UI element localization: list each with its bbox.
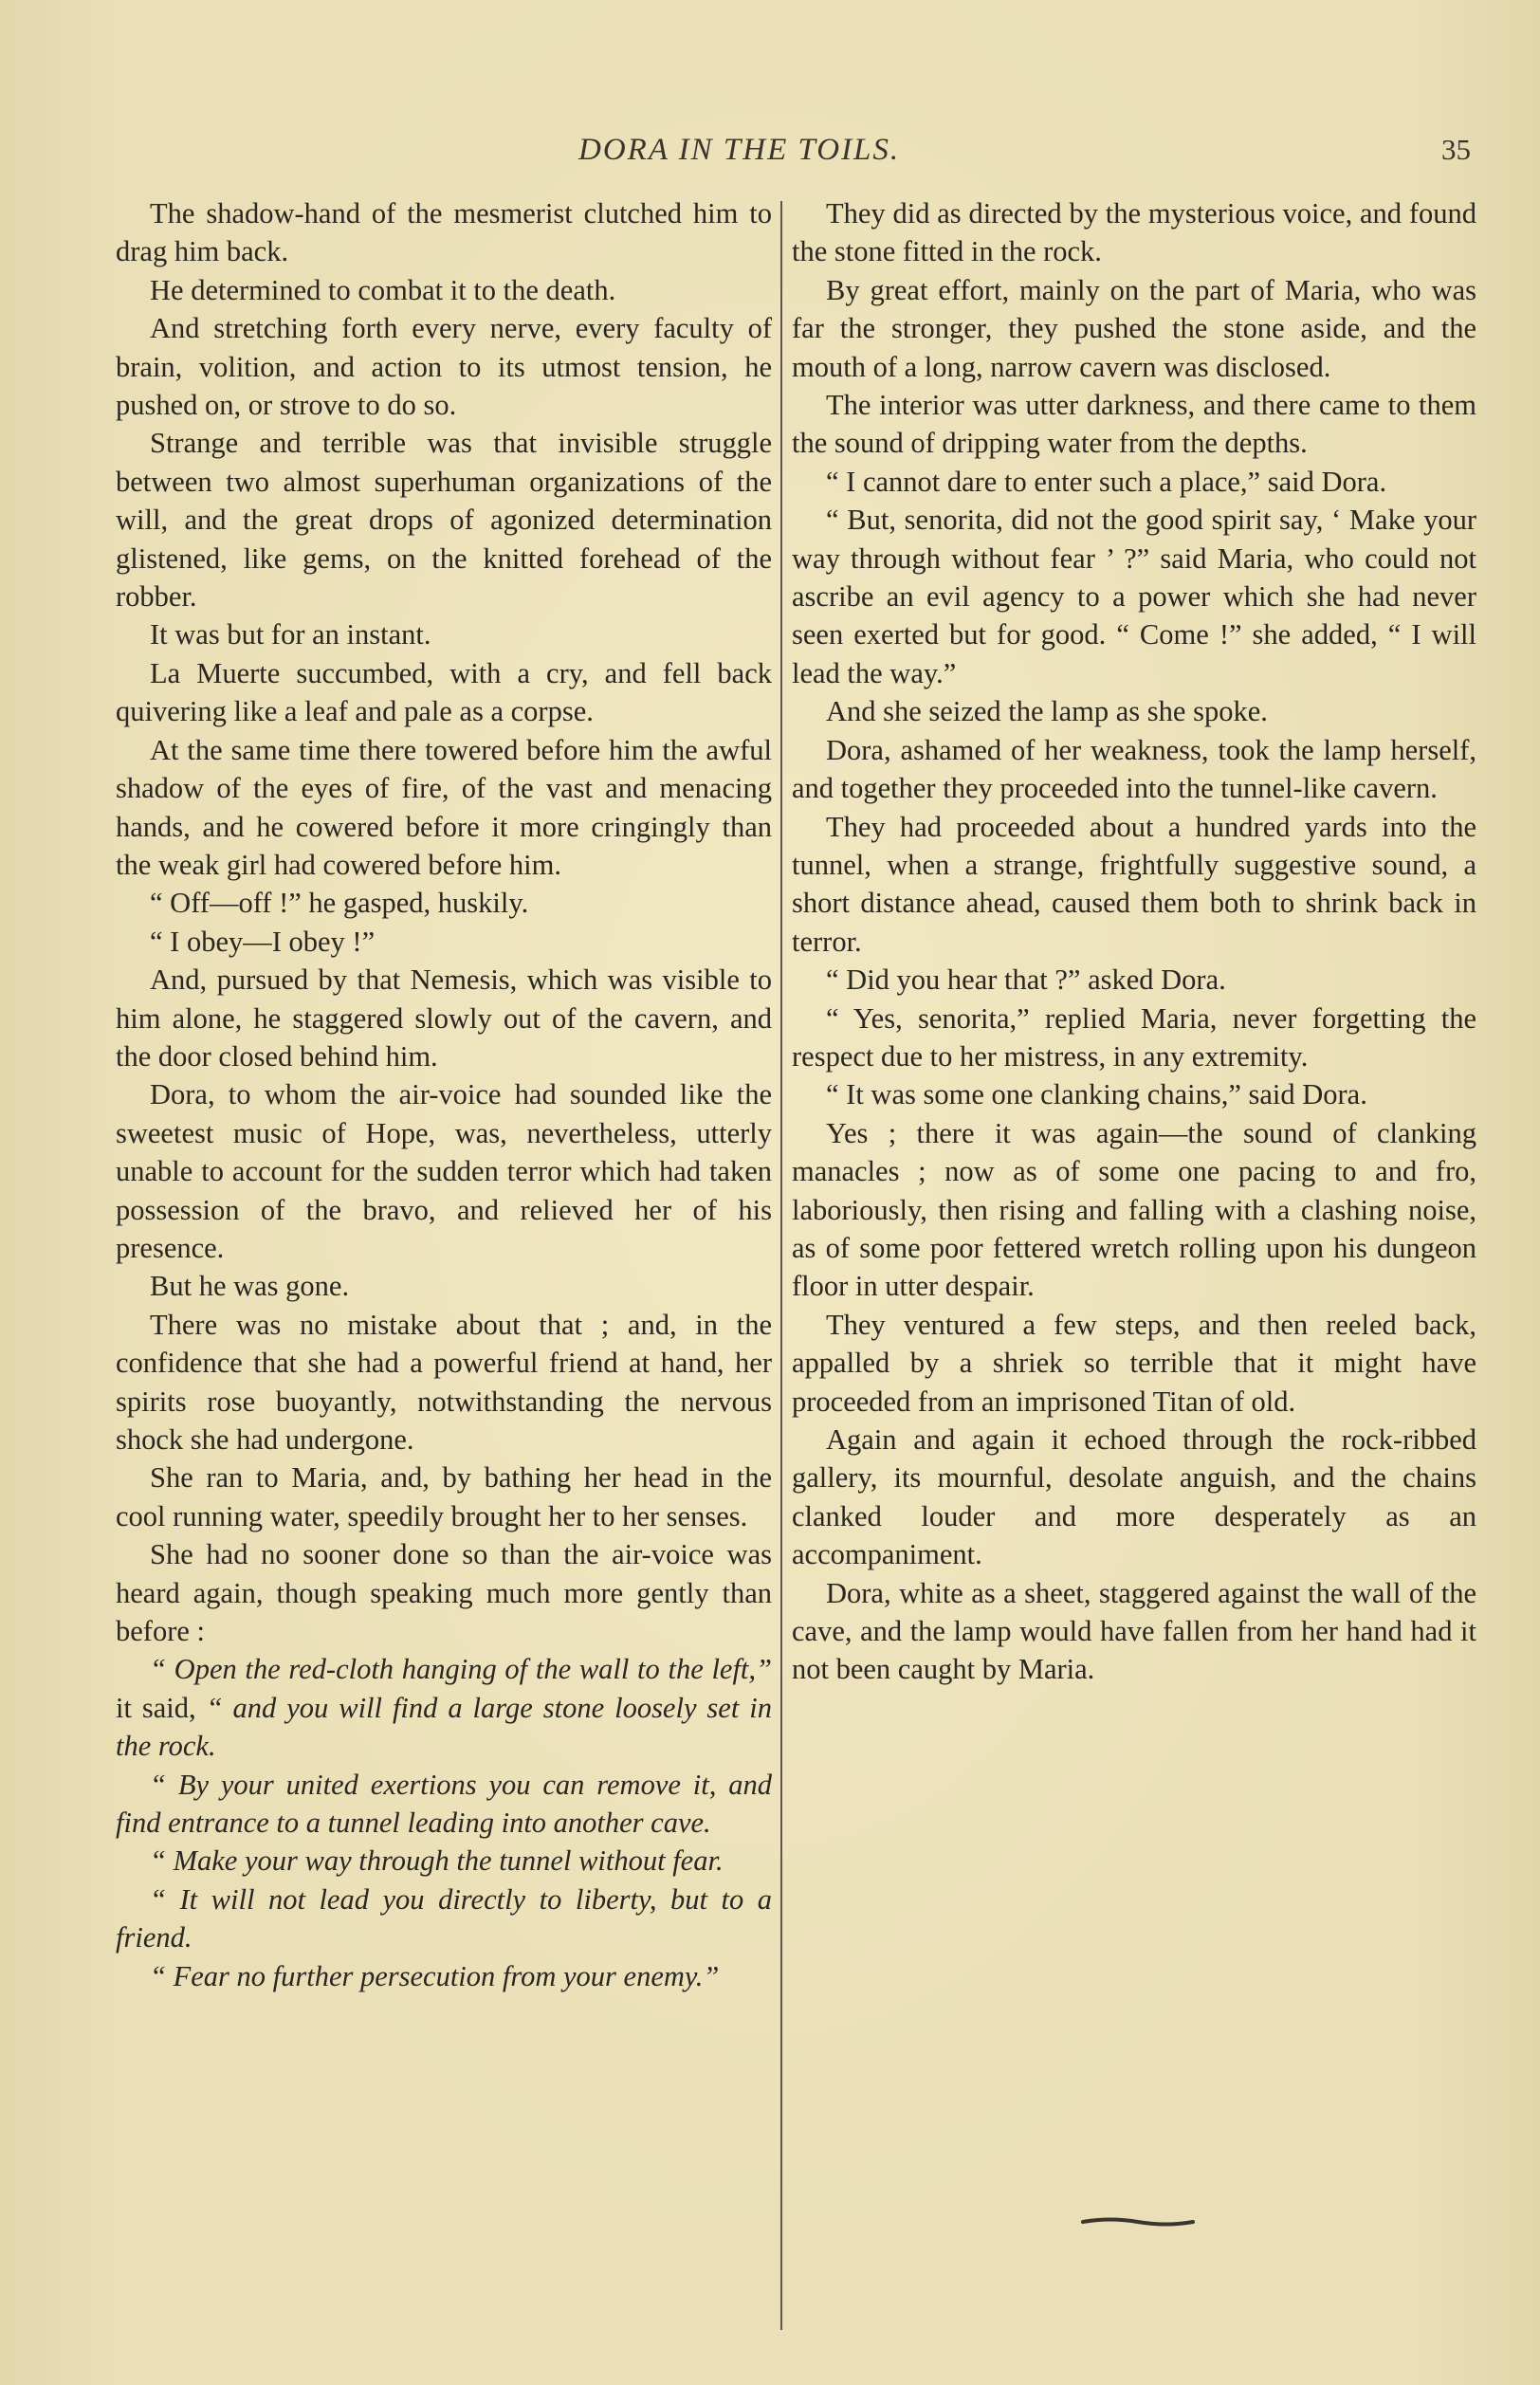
paragraph: At the same time there towered before him the awful shadow of the eyes of fire, of the vast and menacing hands, and he cowered before it more cringingly than the weak girl had cowered before him. [116, 733, 772, 881]
paragraph: By great effort, mainly on the part of Maria, who was far the stronger, they pushed the stone aside, and the mouth of a long, narrow cavern was disclosed. [792, 273, 1476, 383]
voice-line: “ and you will find a large stone loosely set in the rock. [116, 1691, 772, 1763]
paragraph: “ I obey—I obey !” [150, 925, 376, 958]
running-title: DORA IN THE TOILS. [578, 133, 901, 167]
left-column [116, 194, 772, 1995]
page-number: 35 [1441, 133, 1471, 166]
paragraph: “ Yes, senorita,” replied Maria, never forgetting the respect due to her mistress, in any extremity. [792, 1001, 1476, 1073]
page-header [0, 133, 1540, 180]
paragraph: Dora, to whom the air-voice had sounded like the sweetest music of Hope, was, nevertheless, utterly unable to account for the sudden terror which had taken possession of the bravo, and relieved her of his presence. [116, 1078, 772, 1264]
paragraph: She had no sooner done so than the air-voice was heard again, though speaking much more gently than before : [116, 1538, 772, 1648]
column-divider [780, 201, 782, 2330]
paragraph: And, pursued by that Nemesis, which was visible to him alone, he staggered slowly out of the cavern, and the door closed behind him. [116, 963, 772, 1073]
paragraph: Strange and terrible was that invisible struggle between two almost superhuman organizations of the will, and the great drops of agonized determination glistened, like gems, on the knitted forehead of the robber. [116, 427, 772, 614]
voice-line: it said, [116, 1691, 207, 1724]
paragraph: “ Off—off !” he gasped, huskily. [150, 887, 529, 920]
paragraph: They ventured a few steps, and then reeled back, appalled by a shriek so terrible that it might have proceeded from an imprisoned Titan of old. [792, 1308, 1476, 1418]
paragraph: It was but for an instant. [150, 618, 431, 651]
voice-paragraph [116, 1650, 772, 1765]
paragraph: Yes ; there it was again—the sound of clanking manacles ; now as of some one pacing to and fro, laboriously, then rising and falling with a clashing noise, as of some poor fettered wretch rolling upon his dungeon floor in utter despair. [792, 1116, 1476, 1303]
paragraph: She ran to Maria, and, by bathing her head in the cool running water, speedily brought her to her senses. [116, 1461, 772, 1532]
paragraph: They did as directed by the mysterious voice, and found the stone fitted in the rock. [792, 197, 1476, 268]
right-column [792, 194, 1476, 1689]
paragraph: And she seized the lamp as she spoke. [826, 695, 1268, 728]
ornamental-dash-icon [1081, 2215, 1195, 2229]
paragraph: Again and again it echoed through the rock-ribbed gallery, its mournful, desolate anguish, and the chains clanked louder and more desperately as an accompaniment. [792, 1423, 1476, 1571]
paragraph: He determined to combat it to the death. [150, 273, 616, 306]
paragraph: “ I cannot dare to enter such a place,” said Dora. [826, 465, 1387, 498]
voice-paragraph: “ It will not lead you directly to liberty, but to a friend. [116, 1882, 772, 1954]
paragraph: And stretching forth every nerve, every faculty of brain, volition, and action to its utmost tension, he pushed on, or strove to do so. [116, 312, 772, 422]
paragraph: Dora, ashamed of her weakness, took the lamp herself, and together they proceeded into the tunnel-like cavern. [792, 733, 1476, 805]
voice-paragraph: “ By your united exertions you can remove it, and find entrance to a tunnel leading into another cave. [116, 1768, 772, 1840]
paragraph: Dora, white as a sheet, staggered against the wall of the cave, and the lamp would have fallen from her hand had it not been caught by Maria. [792, 1576, 1476, 1686]
paragraph: But he was gone. [150, 1270, 350, 1303]
paragraph: They had proceeded about a hundred yards into the tunnel, when a strange, frightfully suggestive sound, a short distance ahead, caused them both to shrink back in terror. [792, 810, 1476, 958]
paragraph: The shadow-hand of the mesmerist clutched him to drag him back. [116, 197, 772, 268]
voice-paragraph: “ Fear no further persecution from your enemy.” [150, 1959, 720, 1992]
paragraph: There was no mistake about that ; and, in the confidence that she had a powerful friend at hand, her spirits rose buoyantly, notwithstanding the nervous shock she had undergone. [116, 1308, 772, 1456]
paragraph: La Muerte succumbed, with a cry, and fell back quivering like a leaf and pale as a corpse. [116, 656, 772, 728]
voice-paragraph: “ Make your way through the tunnel without fear. [150, 1844, 724, 1878]
voice-line: “ Open the red-cloth hanging of the wall to the left,” [150, 1653, 772, 1686]
paragraph: “ But, senorita, did not the good spirit say, ‘ Make your way through without fear ’ ?” said Maria, who could not ascribe an evil agency to a power which she had never seen exerted but for good. “ Come !” she added, “ I will lead the way.” [792, 504, 1476, 689]
paragraph: “ Did you hear that ?” asked Dora. [826, 963, 1226, 997]
paragraph: “ It was some one clanking chains,” said Dora. [826, 1078, 1367, 1111]
paragraph: The interior was utter darkness, and there came to them the sound of dripping water from the depths. [792, 389, 1476, 460]
